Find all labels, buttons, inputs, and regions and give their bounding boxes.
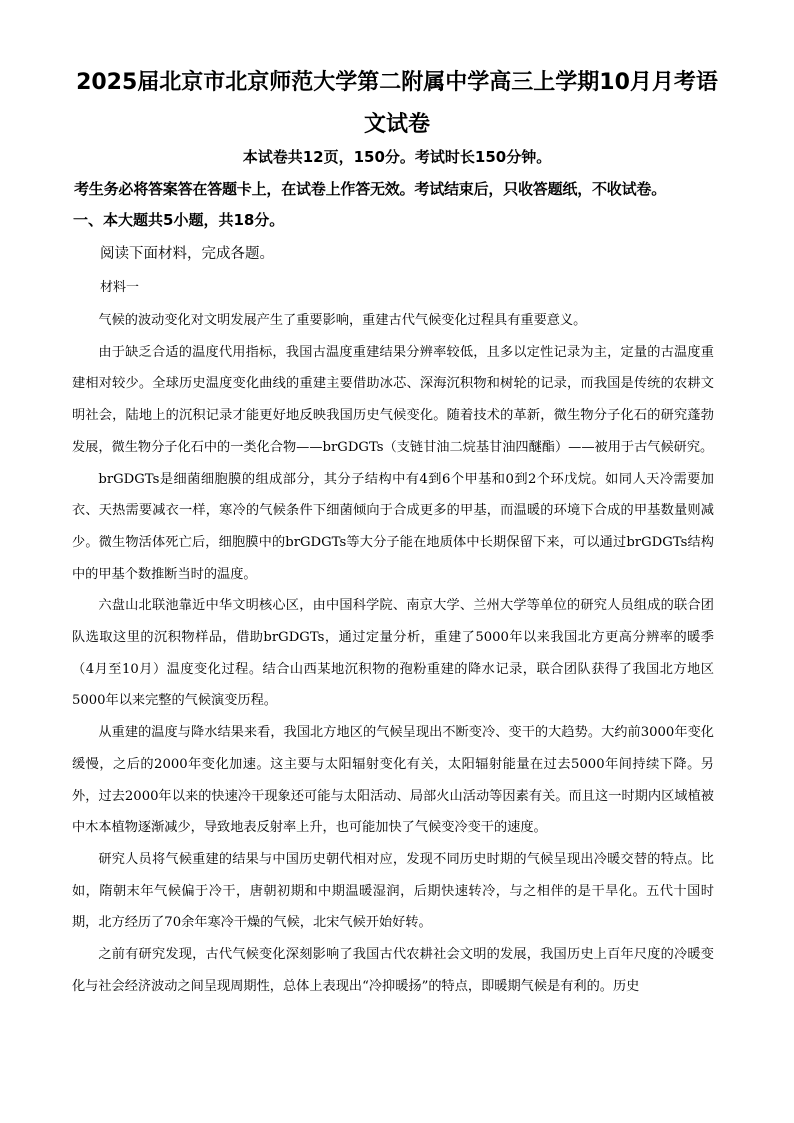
paragraph: brGDGTs是细菌细胞膜的组成部分，其分子结构中有4到6个甲基和0到2个环戊烷。如同人天冷需要加衣、天热需要减衣一样，寒冷的气候条件下细菌倾向于合成更多的甲基，而温暖的环境下合成的甲基数量则减少。微生物活体死亡后，细胞膜中的brGDGTs等大分子能在地质体中长期保留下来，可以通过brGDGTs结构中的甲基个数推断当时的温度。 (72, 471, 714, 582)
material-label: 材料一 (100, 280, 140, 295)
paragraph: 气候的波动变化对文明发展产生了重要影响，重建古代气候变化过程具有重要意义。 (98, 313, 587, 328)
paragraph: 从重建的温度与降水结果来看，我国北方地区的气候呈现出不断变冷、变干的大趋势。大约前3000年变化缓慢，之后的2000年变化加速。这主要与太阳辐射变化有关，太阳辐射能量在过去5000年间持续下降。另外，过去2000年以来的快速冷干现象还可能与太阳活动、局部火山活动等因素有关。而且这一时期内区域植被中木本植物逐渐减少，导致地表反射率上升，也可能加快了气候变冷变干的速度。 (72, 725, 714, 836)
paragraph: 研究人员将气候重建的结果与中国历史朝代相对应，发现不同历史时期的气候呈现出冷暖交替的特点。比如，隋朝末年气候偏于冷干，唐朝初期和中期温暖湿润，后期快速转冷，与之相伴的是干旱化。五代十国时期，北方经历了70余年寒冷干燥的气候，北宋气候开始好转。 (72, 851, 714, 931)
exam-subtitle: 本试卷共12页，150分。考试时长150分钟。 (242, 148, 552, 166)
section-heading: 一、本大题共5小题，共18分。 (73, 211, 285, 229)
paragraph: 六盘山北联池靠近中华文明核心区，由中国科学院、南京大学、兰州大学等单位的研究人员组成的联合团队选取这里的沉积物样品，借助brGDGTs，通过定量分析，重建了5000年以来我国北方更高分辨率的暖季（4月至10月）温度变化过程。结合山西某地沉积物的孢粉重建的降水记录，联合团队获得了我国北方地区5000年以来完整的气候演变历程。 (72, 598, 714, 709)
exam-title: 2025届北京市北京师范大学第二附属中学高三上学期10月月考语文试卷 (76, 70, 718, 137)
material-body (72, 305, 714, 1002)
reading-instruction: 阅读下面材料，完成各题。 (100, 246, 274, 262)
exam-notice: 考生务必将答案答在答题卡上，在试卷上作答无效。考试结束后，只收答题纸，不收试卷。 (74, 180, 667, 198)
paragraph: 由于缺乏合适的温度代用指标，我国古温度重建结果分辨率较低，且多以定性记录为主，定量的古温度重建相对较少。全球历史温度变化曲线的重建主要借助冰芯、深海沉积物和树轮的记录，而我国是传统的农耕文明社会，陆地上的沉积记录才能更好地反映我国历史气候变化。随着技术的革新，微生物分子化石的研究蓬勃发展，微生物分子化石中的一类化合物——brGDGTs（支链甘油二烷基甘油四醚酯）——被用于古气候研究。 (72, 344, 714, 455)
paragraph: 之前有研究发现，古代气候变化深刻影响了我国古代农耕社会文明的发展，我国历史上百年尺度的冷暖变化与社会经济波动之间呈现周期性，总体上表现出“冷抑暖扬”的特点，即暖期气候是有利的。历史 (72, 947, 714, 994)
